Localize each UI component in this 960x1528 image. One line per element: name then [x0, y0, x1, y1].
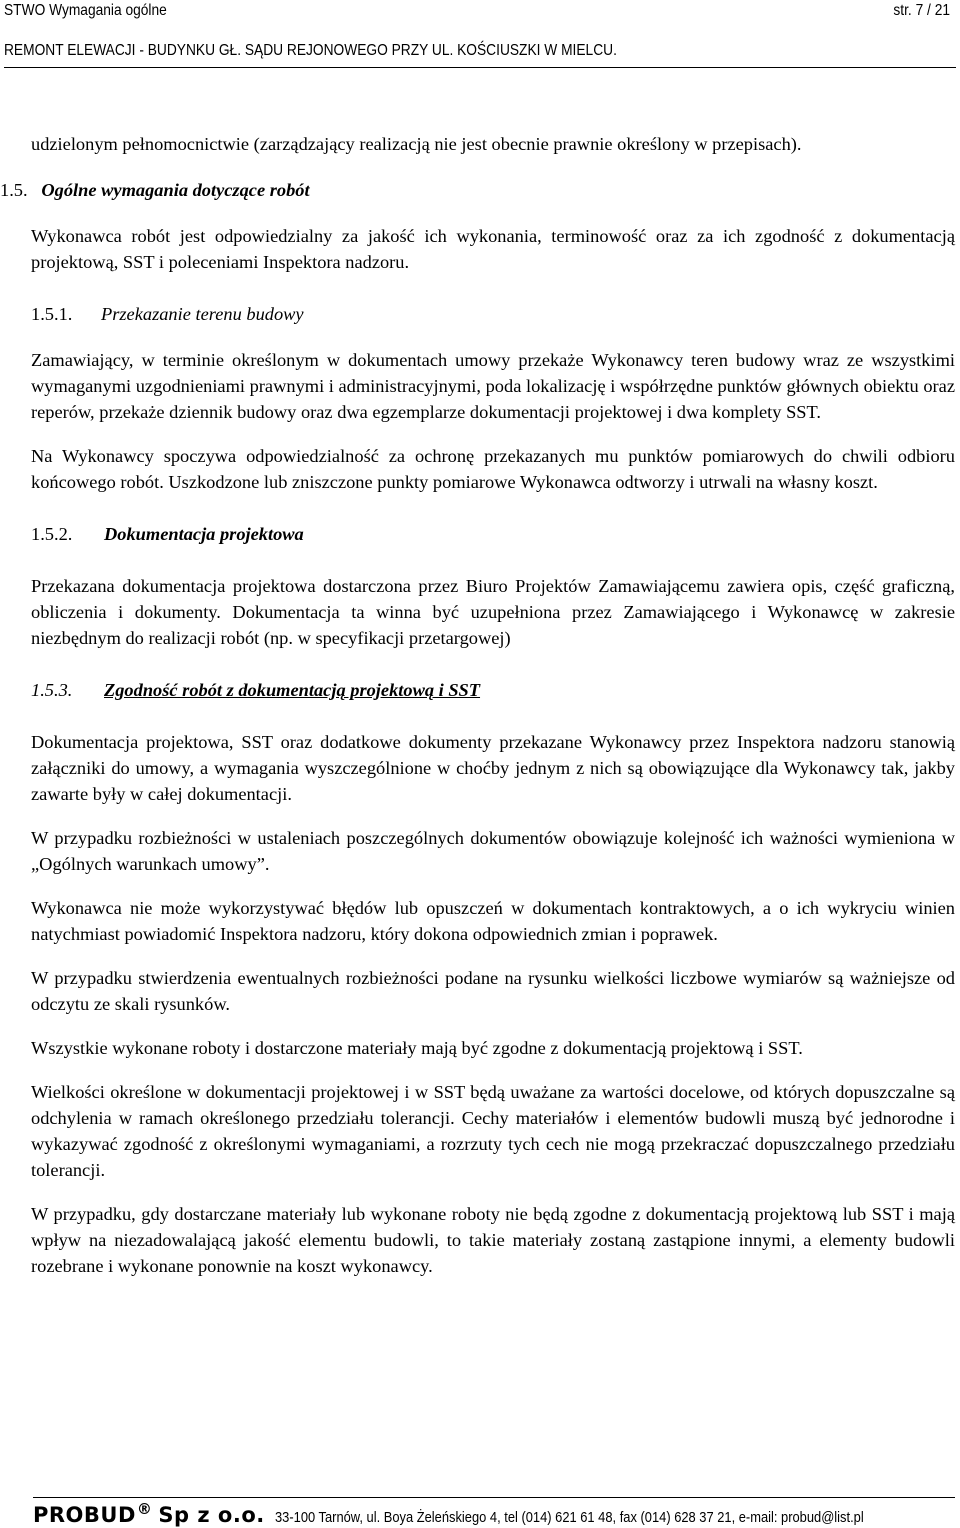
section-1-5-3-title: Zgodność robót z dokumentacją projektową i SST — [104, 680, 481, 700]
header-page-number: str. 7 / 21 — [893, 2, 950, 19]
section-1-5-number: 1.5. — [0, 180, 28, 200]
section-1-5-2-paragraph: Przekazana dokumentacja projektowa dostarczona przez Biuro Projektów Zamawiającemu zawiera opis, część graficzną, obliczenia i dokumenty. Dokumentacja ta winna być uzupełniona przez Zamawiającego i Wykonawcę w zakresie niezbędnym do realizacji robót (np. w specyfikacji przetargowej) — [31, 576, 955, 648]
page-header — [4, 0, 950, 22]
section-1-5-1-heading — [31, 301, 955, 327]
section-1-5-3-paragraph: Dokumentacja projektowa, SST oraz dodatkowe dokumenty przekazane Wykonawcy przez Inspektora nadzoru stanowią załączniki do umowy, a wymagania wyszczególnione w choćby jednym z nich są obowiązujące dla Wykonawcy tak, jakby zawarte były w całej dokumentacji. — [31, 732, 955, 804]
header-project-title: REMONT ELEWACJI - BUDYNKU GŁ. SĄDU REJONOWEGO PRZY UL. KOŚCIUSZKI W MIELCU. — [4, 42, 617, 59]
section-1-5-3-paragraph: W przypadku stwierdzenia ewentualnych rozbieżności podane na rysunku wielkości liczbowe wymiarów są ważniejsze od odczytu ze skali rysunków. — [31, 968, 955, 1014]
section-1-5-paragraph: Wykonawca robót jest odpowiedzialny za jakość ich wykonania, terminowość oraz za ich zgodność z dokumentacją projektową, SST i poleceniami Inspektora nadzoru. — [31, 226, 955, 272]
section-1-5-1-paragraph: Zamawiający, w terminie określonym w dokumentach umowy przekaże Wykonawcy teren budowy wraz ze wszystkimi wymaganymi uzgodnieniami prawnymi i administracyjnymi, poda lokalizację i współrzędne punktów głównych obiektu oraz reperów, przekaże dziennik budowy oraz dwa egzemplarze dokumentacji projektowej i dwa komplety SST. — [31, 350, 955, 422]
section-1-5-1-title: Przekazanie terenu budowy — [101, 304, 304, 324]
section-1-5-heading — [0, 177, 955, 203]
section-1-5-1-paragraph: Na Wykonawcy spoczywa odpowiedzialność za ochronę przekazanych mu punktów pomiarowych do chwili odbioru końcowego robót. Uszkodzone lub zniszczone punkty pomiarowe Wykonawca odtworzy i utrwali na własny koszt. — [31, 446, 955, 492]
section-1-5-1-number: 1.5.1. — [31, 304, 73, 324]
intro-paragraph: udzielonym pełnomocnictwie (zarządzający realizacją nie jest obecnie prawnie określony w przepisach). — [31, 134, 802, 154]
header-divider — [4, 67, 956, 68]
header-document-title: STWO Wymagania ogólne — [4, 2, 167, 19]
section-1-5-3-paragraph: W przypadku, gdy dostarczane materiały lub wykonane roboty nie będą zgodne z dokumentacją projektową lub SST i mają wpływ na niezadowalającą jakość elementu budowli, to takie materiały zostaną zastąpione innymi, a elementy budowli rozebrane i wykonane ponownie na koszt wykonawcy. — [31, 1204, 955, 1276]
section-1-5-3-paragraph: Wielkości określone w dokumentacji projektowej i w SST będą uważane za wartości docelowe, od których dopuszczalne są odchylenia w ramach określonego przedziału tolerancji. Cechy materiałów i elementów budowli muszą być jednorodne i wykazywać zgodność z określonymi wymaganiami, a rozrzuty tych cech nie mogą przekraczać dopuszczalnego przedziału tolerancji. — [31, 1082, 955, 1180]
logo-suffix: Sp z o.o. — [158, 1503, 265, 1527]
section-1-5-3-number: 1.5.3. — [31, 680, 73, 700]
company-logo — [33, 1500, 265, 1527]
section-1-5-2-number: 1.5.2. — [31, 524, 73, 544]
section-1-5-3-paragraph: Wszystkie wykonane roboty i dostarczone materiały mają być zgodne z dokumentacją projektową i SST. — [31, 1038, 803, 1058]
document-body — [0, 131, 955, 1279]
section-1-5-title: Ogólne wymagania dotyczące robót — [41, 180, 310, 200]
section-1-5-3-paragraph: Wykonawca nie może wykorzystywać błędów lub opuszczeń w dokumentach kontraktowych, a o ich wykryciu winien natychmiast powiadomić Inspektora nadzoru, który dokona odpowiednich zmian i poprawek. — [31, 898, 955, 944]
section-1-5-2-title: Dokumentacja projektowa — [104, 524, 304, 544]
company-contact-info: 33-100 Tarnów, ul. Boya Żeleńskiego 4, tel (014) 621 61 48, fax (014) 628 37 21, e-mail: probud@list.pl — [274, 1509, 864, 1526]
registered-mark-icon: ® — [136, 1500, 153, 1518]
section-1-5-3-heading — [31, 677, 955, 703]
logo-text: PROBUD — [33, 1503, 136, 1527]
footer-divider — [33, 1497, 955, 1498]
page-footer — [33, 1500, 959, 1528]
section-1-5-2-heading — [31, 521, 955, 547]
section-1-5-3-paragraph: W przypadku rozbieżności w ustaleniach poszczególnych dokumentów obowiązuje kolejność ich ważności wymieniona w „Ogólnych warunkach umowy”. — [31, 828, 955, 874]
